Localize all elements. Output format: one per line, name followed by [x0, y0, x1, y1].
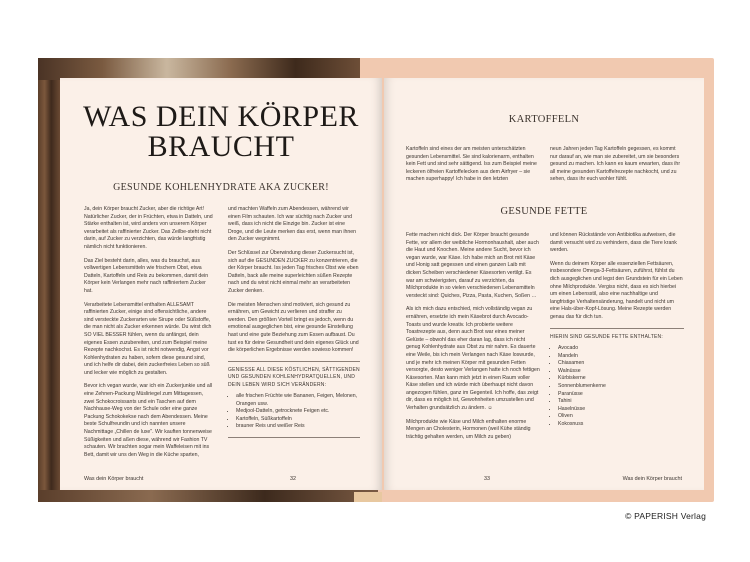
list-item: • Kartoffeln, Süßkartoffeln — [236, 416, 360, 424]
list-item: • alle frischen Früchte wie Bananen, Feigen, Melonen, Orangen usw. — [236, 393, 360, 408]
heading-kartoffeln: KARTOFFELN — [508, 114, 580, 125]
right-page — [384, 78, 704, 490]
paragraph: Bevor ich vegan wurde, war ich ein Zuckerjunkie und all eine Zehnen-Packung Müsliriegel zum Mittagessen, zwei Schokocroissants und ein Taschen auf dem Nachhause-Weg von der Schule oder eine ganze Packung Schokokekse nach dem Abendessen. Meine beste Schulfreundin und ich nannten unsere Nachmittage „Chillen de luxe". Wir kauften tonnenweise Süßigkeiten und aßen diese, während wir Fashion TV schauten. Wir brachten sogar mein Waffeleisen mit ins Bett, damit wir uns den Weg in die Küche sparten, — [84, 383, 213, 458]
fette-column-1 — [406, 232, 540, 447]
cover-photo-top-edge — [38, 58, 360, 80]
copyright-notice: © PAPERISH Verlag — [625, 511, 706, 521]
book-spread — [38, 58, 714, 502]
left-page — [60, 78, 382, 490]
left-column-1 — [84, 206, 214, 465]
title-line-2: BRAUCHT — [147, 130, 295, 163]
title-line-1: WAS DEIN KÖRPER — [83, 100, 359, 133]
page-number: 33 — [484, 476, 490, 482]
list-item: • Haselnüsse — [558, 406, 684, 414]
info-box-heading: GENIESSE ALL DIESE KÖSTLICHEN, SÄTTIGENDEN UND GESUNDEN KOHLENHYDRATQUELLEN, UND DEIN LEBEN WIRD SICH VERÄNDERN: — [228, 366, 360, 388]
list-item: • Medjool-Datteln, getrocknete Feigen etc. — [236, 408, 360, 416]
list-item: • Mandeln — [558, 353, 684, 361]
paragraph: und können Rückstände von Antibiotika aufweisen, die damit versucht wird zu verhindern, dass die Tiere krank werden. — [550, 232, 677, 254]
list-item: • Paranüsse — [558, 391, 684, 399]
paragraph: Milchprodukte wie Käse und Milch enthalten enorme Mengen an Cholesterin, Hormonen (weil Kühe ständig trächtig gehalten werden, um Milch zu geben) — [406, 418, 531, 440]
divider — [228, 437, 360, 438]
divider — [550, 328, 684, 329]
kartoffeln-column-2 — [550, 146, 684, 190]
list-item: • Chiasamen — [558, 360, 684, 368]
divider — [228, 361, 360, 362]
list-item: • brauner Reis und weißer Reis — [236, 423, 360, 431]
running-footer: Was dein Körper braucht — [622, 476, 682, 482]
list-item: • Sonnenblumenkerne — [558, 383, 684, 391]
paragraph: Als ich mich dazu entschied, mich vollständig vegan zu ernähren, ersetzte ich mein Käsebrot durch Avocado-Toasts und wurde kreativ. Ich probierte weitere Toastrezepte aus, denn auch Brot war eines meiner Gelüste – obwohl das eher daran lag, dass ich nicht genug Kohlenhydrate aus Obst zu mir nahm. Es dauerte eine Weile, bis ich mein Verlangen nach Käse loswurde, und je mehr ich meinen Körper mit gesunden Fetten versorgte, desto weniger Verlangen hatte ich noch fettigen Käsesorten. Man kann mich jetzt in einen Raum voller Käse stellen und ich würde mich überhaupt nicht davon angezogen fühlen, ganz im Gegenteil. Ich hoffe, das zeigt dir, dass es möglich ist, Gewohnheiten umzustellen und Verhalten grundsätzlich zu ändern. ☺ — [406, 306, 540, 412]
kartoffeln-column-1 — [406, 146, 540, 190]
list-item: • Tahini — [558, 398, 684, 406]
healthy-fat-list — [550, 345, 684, 429]
paragraph: Wenn du deinem Körper alle essenziellen Fettsäuren, insbesondere Omega-3-Fettsäuren, zuführst, fühlst du dich ausgeglichen und legst den Grundstein für ein Leben ohne Milchprodukte. Vergiss nicht, dass es sich hierbei um einen Lebensstil, also eine nachhaltige und langfristige Verhaltensänderung, handelt und nicht um eine Hals-über-Kopf-Lösung. Meine Rezepte werden genau das für dich tun. — [550, 260, 683, 320]
fat-list-heading: HIERIN SIND GESUNDE FETTE ENTHALTEN: — [550, 333, 663, 340]
heading-gesunde-fette: GESUNDE FETTE — [500, 206, 588, 217]
list-item: • Kürbiskerne — [558, 375, 684, 383]
paragraph: Das Ziel besteht darin, alles, was du brauchst, aus vollwertigen Lebensmitteln wie frischem Obst, etwa Datteln, Kartoffeln und Reis zu bekommen, damit dein Körper kein Verlangen mehr nach raffiniertem Zucker hat. — [84, 257, 209, 294]
paragraph: Kartoffeln sind eines der am meisten unterschätzten gesunden Lebensmittel. Sie sind kalorienarm, enthalten kein Fett und sind sehr sättigend. Iss zum Beispiel meine leckeren ölfreien Kartoffelecken aus dem Airfryer – sie machen superhappy! Ich habe in den letzten — [406, 146, 537, 183]
ribbon-bookmark — [354, 492, 382, 502]
section-subtitle: GESUNDE KOHLENHYDRATE AKA ZUCKER! — [113, 182, 329, 193]
page-title — [60, 102, 382, 162]
paragraph: Ja, dein Körper braucht Zucker, aber die richtige Art! Natürlicher Zucker, der in Früchten, etwa in Datteln, und Stärke enthalten ist, wird anders von unserem Körper verarbeitet als raffinierter Zucker. Das Zeilbe-steht nicht darin, auf Zucker zu verzichten, das würde langfristig nämlich nicht funktionieren. — [84, 206, 213, 250]
paragraph: neun Jahren jeden Tag Kartoffeln gegessen, es kommt nur darauf an, wie man sie zubereitet, um sie besonders gesund zu machen. Ich kann es kaum erwarten, dass ihr all meine gesunden Kartoffelrezepte nachkocht, und zu sehen, dass ihr euch wohler fühlt. — [550, 146, 681, 183]
list-item: • Kokosnuss — [558, 421, 684, 429]
paragraph: Der Schlüssel zur Überwindung dieser Zuckersucht ist, sich auf die GESUNDEN ZUCKER zu konzentrieren, die der Körper braucht. Iss jeden Tag frisches Obst wie eben Datteln, back alle meine superleichten süßen Rezepte nach und du wirst nicht einmal mehr an verarbeiteten Zucker denken. — [228, 249, 359, 294]
paragraph: Fette machen nicht dick. Der Körper braucht gesunde Fette, vor allem der weibliche Hormonhaushalt, aber auch die Haut und Knochen. Meine andere Sucht, bevor ich vegan wurde, war Käse. Ich habe mich an Brot mit Käse und Honig satt gegessen und einen ganzen Laib mit dicken Scheiben verschiedener Käsesorten vertilgt. Es war am schwierigsten, darauf zu verzichten, da Milchprodukte in so vielen verschiedenen Lebensmitteln versteckt sind: Quiches, Pizza, Pasta, Kuchen, Soßen … — [406, 232, 539, 299]
running-footer: Was dein Körper braucht — [84, 476, 144, 482]
paragraph: Verarbeitete Lebensmittel enthalten ALLESAMT raffinierten Zucker, einige sind offensichtliche, andere sind versteckte Zuckerarten wie Sirupe oder Süßstoffe, die man nicht als Zucker erkennen würde. Du wirst dich SO VIEL BESSER fühlen, wenn du anfängst, dein eigenes Essen zuzubereiten, und zum Beispiel meine Rezepte nachkochst. Es ist nicht notwendig, Angst vor Kohlenhydraten zu haben, sofern diese gesund sind, und ich helfe dir dabei, dein zuckerfreies Leben so süß und lecker wie möglich zu gestalten. — [84, 301, 212, 376]
cover-photo-bottom-edge — [38, 490, 378, 502]
page-number: 32 — [290, 476, 296, 482]
carb-source-list — [228, 393, 360, 431]
left-column-2 — [228, 206, 360, 443]
list-item: • Walnüsse — [558, 368, 684, 376]
paragraph: und machten Waffeln zum Abendessen, während wir einen Film schauten. Ich war süchtig nach Zucker und weiß, dass ich nicht die Einzige bin. Zucker ist eine Droge, und die Leute merken das erst, wenn man ihnen den Zucker wegnimmt. — [228, 206, 357, 243]
cover-photo-edge — [38, 58, 60, 502]
list-item: • Avocado — [558, 345, 684, 353]
fette-column-2 — [550, 232, 684, 428]
paragraph: Die meisten Menschen sind motiviert, sich gesund zu ernähren, um Gewicht zu verlieren und straffer zu werden. Den größten Vorteil bringt es jedoch, wenn du emotional ausgeglichen bist, eine gesunde Einstellung hast und eine gute Beziehung zum Essen aufbaust. Du tust es für deine Gesundheit und dein eigenes Glück und die körperlichen Ergebnisse werden sowieso kommen! — [228, 301, 359, 354]
list-item: • Oliven — [558, 413, 684, 421]
